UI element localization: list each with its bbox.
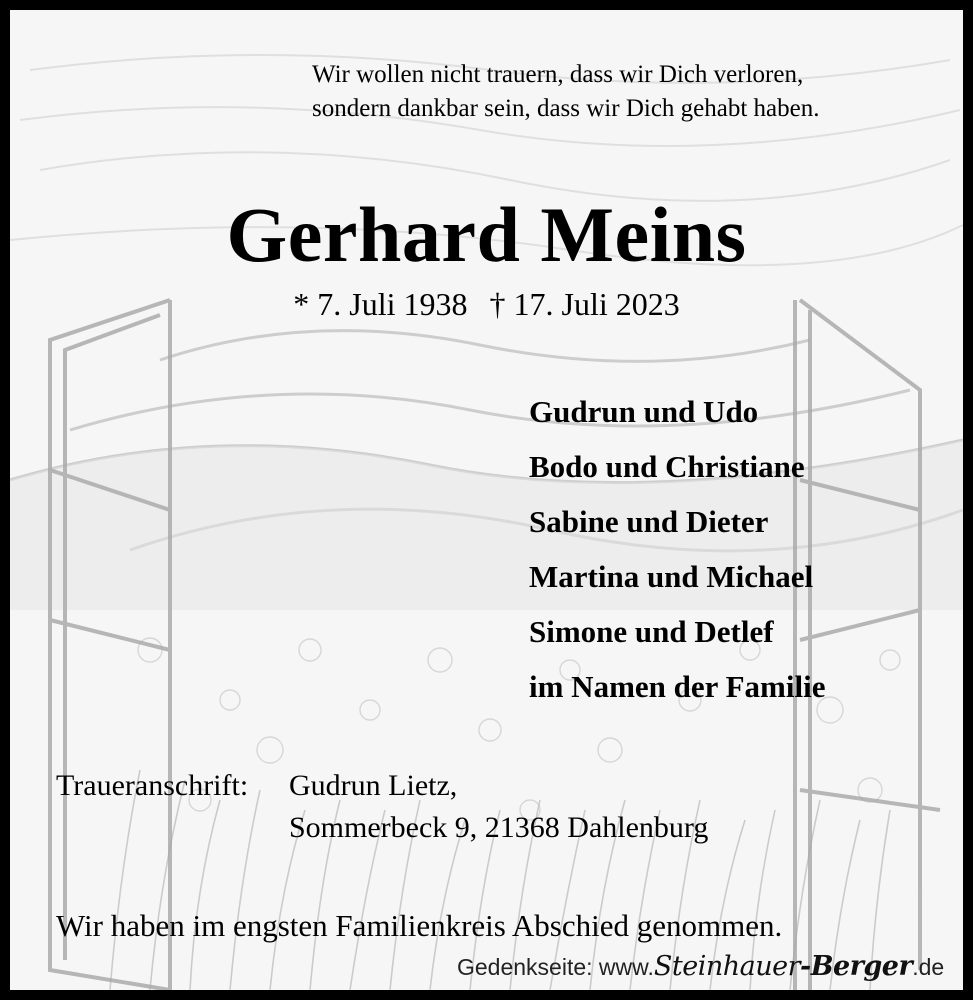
death-date: † 17. Juli 2023 [489, 286, 680, 322]
verse-line-2: sondern dankbar sein, dass wir Dich gehabt haben. [312, 95, 820, 122]
mourner-line: Simone und Detlef [529, 614, 774, 649]
mourner-line: Martina und Michael [529, 559, 814, 594]
memorial-verse [312, 58, 820, 126]
verse-line-1: Wir wollen nicht trauern, dass wir Dich verloren, [312, 61, 804, 88]
memorial-site-link[interactable] [457, 950, 944, 984]
birth-date: * 7. Juli 1938 [293, 286, 468, 322]
mourner-line: Gudrun und Udo [529, 394, 759, 429]
logo-part-2: -Berger [800, 951, 913, 982]
address-name: Gudrun Lietz, [289, 769, 458, 802]
mourner-line: Bodo und Christiane [529, 449, 805, 484]
logo-part-1: Steinhauer [653, 951, 800, 982]
mourner-line: im Namen der Familie [529, 669, 826, 704]
site-logo [654, 951, 912, 982]
mourner-line: Sabine und Dieter [529, 504, 769, 539]
mourners-list [529, 384, 825, 714]
life-dates [10, 284, 963, 324]
deceased-name: Gerhard Meins [226, 191, 747, 278]
site-suffix: .de [912, 954, 945, 980]
site-prefix: Gedenkseite: www. [457, 954, 654, 980]
farewell-note: Wir haben im engsten Familienkreis Abschied genommen. [56, 908, 783, 943]
address-street: Sommerbeck 9, 21368 Dahlenburg [289, 811, 709, 844]
address-label: Traueranschrift: [56, 769, 249, 802]
